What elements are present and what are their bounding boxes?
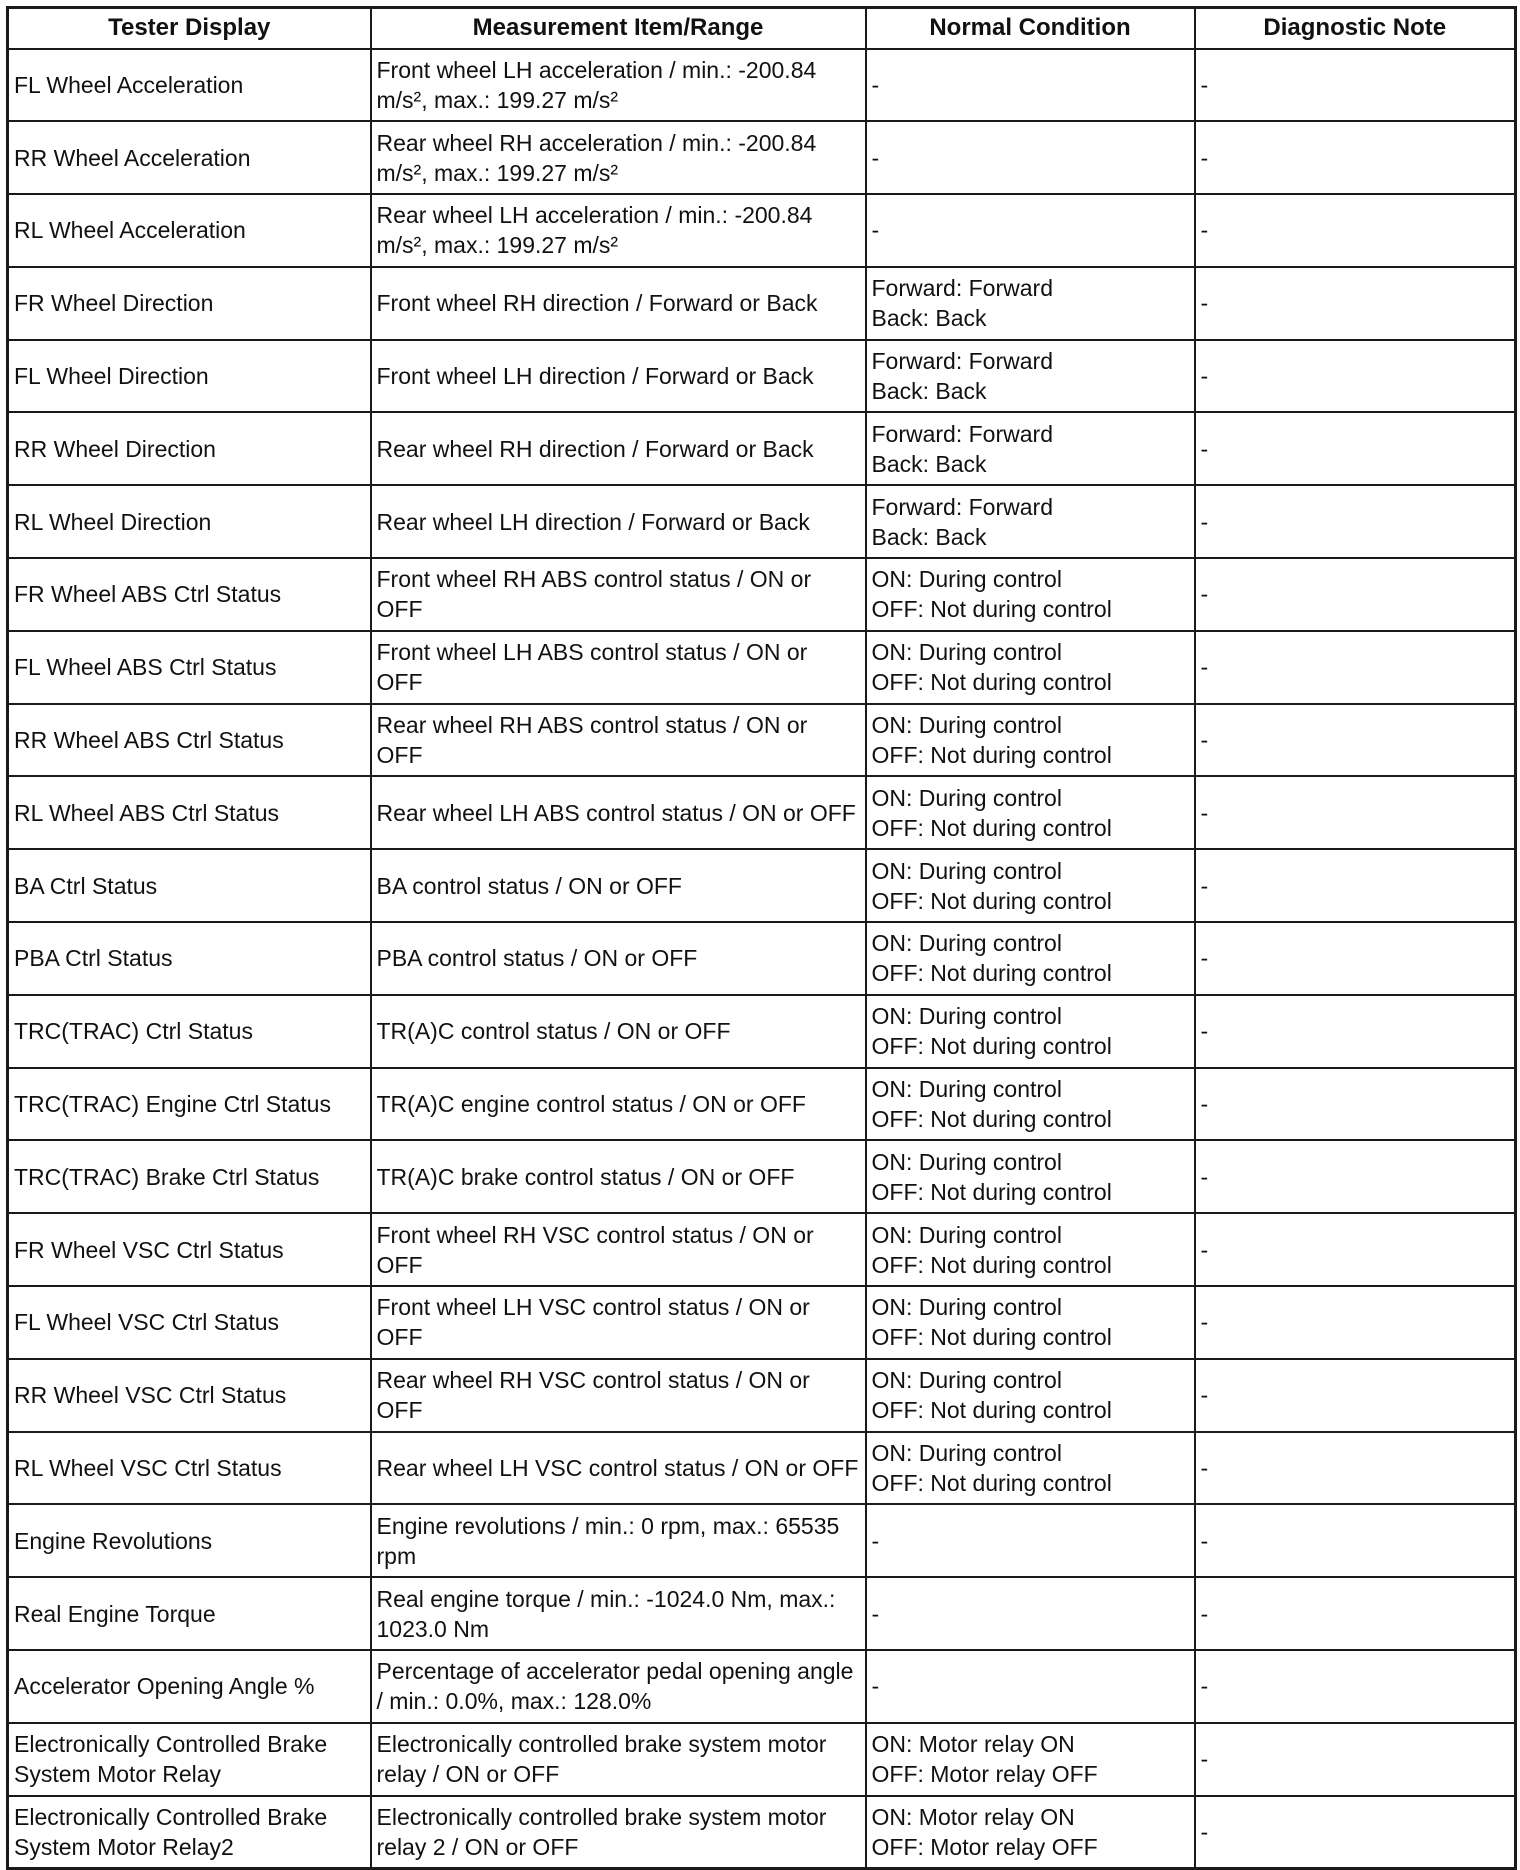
normal-condition-line: Back: Back <box>871 523 987 550</box>
cell-normal-condition <box>866 340 1195 413</box>
table-row <box>8 1504 1516 1577</box>
cell-tester-display: Electronically Controlled Brake System Motor Relay <box>8 1723 371 1796</box>
normal-condition-line: ON: During control <box>871 639 1062 666</box>
cell-tester-display: FL Wheel VSC Ctrl Status <box>8 1286 371 1359</box>
table-row <box>8 1213 1516 1286</box>
cell-normal-condition <box>866 631 1195 704</box>
normal-condition-line: ON: Motor relay ON <box>871 1731 1075 1758</box>
normal-condition-line: ON: During control <box>871 1294 1062 1321</box>
normal-condition-line: Back: Back <box>871 305 987 332</box>
normal-condition-line: OFF: Motor relay OFF <box>871 1833 1098 1860</box>
table-row <box>8 995 1516 1068</box>
normal-condition-line: ON: During control <box>871 1076 1062 1103</box>
cell-measurement-range: Rear wheel RH direction / Forward or Back <box>371 412 866 485</box>
normal-condition-line: ON: During control <box>871 857 1062 884</box>
normal-condition-line: OFF: Not during control <box>871 1251 1112 1278</box>
normal-condition-line: OFF: Not during control <box>871 742 1112 769</box>
cell-normal-condition <box>866 922 1195 995</box>
cell-diagnostic-note: - <box>1195 1068 1516 1141</box>
cell-normal-condition <box>866 1068 1195 1141</box>
cell-tester-display: TRC(TRAC) Brake Ctrl Status <box>8 1140 371 1213</box>
cell-normal-condition <box>866 194 1195 267</box>
cell-normal-condition <box>866 1213 1195 1286</box>
normal-condition-line: OFF: Not during control <box>871 1397 1112 1424</box>
cell-measurement-range: Front wheel RH ABS control status / ON or OFF <box>371 558 866 631</box>
cell-measurement-range: Electronically controlled brake system motor relay 2 / ON or OFF <box>371 1796 866 1869</box>
cell-diagnostic-note: - <box>1195 49 1516 122</box>
table-row <box>8 1796 1516 1869</box>
normal-condition-line: Forward: Forward <box>871 420 1053 447</box>
cell-tester-display: BA Ctrl Status <box>8 849 371 922</box>
cell-measurement-range: TR(A)C control status / ON or OFF <box>371 995 866 1068</box>
table-row <box>8 340 1516 413</box>
table-row <box>8 1359 1516 1432</box>
normal-condition-line: ON: During control <box>871 566 1062 593</box>
cell-diagnostic-note: - <box>1195 485 1516 558</box>
cell-normal-condition <box>866 1286 1195 1359</box>
cell-measurement-range: Percentage of accelerator pedal opening angle / min.: 0.0%, max.: 128.0% <box>371 1650 866 1723</box>
cell-tester-display: FR Wheel VSC Ctrl Status <box>8 1213 371 1286</box>
cell-diagnostic-note: - <box>1195 922 1516 995</box>
normal-condition-line: ON: During control <box>871 1148 1062 1175</box>
cell-measurement-range: Front wheel LH ABS control status / ON or OFF <box>371 631 866 704</box>
table-row <box>8 1577 1516 1650</box>
cell-normal-condition <box>866 1650 1195 1723</box>
normal-condition-line: ON: During control <box>871 1367 1062 1394</box>
cell-diagnostic-note: - <box>1195 1504 1516 1577</box>
cell-diagnostic-note: - <box>1195 1140 1516 1213</box>
cell-diagnostic-note: - <box>1195 340 1516 413</box>
normal-condition-line: Forward: Forward <box>871 348 1053 375</box>
cell-diagnostic-note: - <box>1195 849 1516 922</box>
cell-normal-condition <box>866 849 1195 922</box>
normal-condition-line: OFF: Not during control <box>871 596 1112 623</box>
cell-diagnostic-note: - <box>1195 1432 1516 1505</box>
cell-diagnostic-note: - <box>1195 121 1516 194</box>
cell-normal-condition <box>866 1359 1195 1432</box>
cell-tester-display: RR Wheel VSC Ctrl Status <box>8 1359 371 1432</box>
cell-normal-condition <box>866 995 1195 1068</box>
cell-tester-display: FL Wheel Direction <box>8 340 371 413</box>
cell-normal-condition <box>866 1723 1195 1796</box>
cell-measurement-range: BA control status / ON or OFF <box>371 849 866 922</box>
cell-tester-display: Engine Revolutions <box>8 1504 371 1577</box>
cell-normal-condition <box>866 49 1195 122</box>
cell-diagnostic-note: - <box>1195 1286 1516 1359</box>
header-measurement-item-range: Measurement Item/Range <box>371 8 866 49</box>
normal-condition-line: OFF: Not during control <box>871 1470 1112 1497</box>
cell-measurement-range: Rear wheel LH direction / Forward or Back <box>371 485 866 558</box>
cell-diagnostic-note: - <box>1195 776 1516 849</box>
normal-condition-line: - <box>871 71 880 98</box>
cell-tester-display: Electronically Controlled Brake System Motor Relay2 <box>8 1796 371 1869</box>
normal-condition-line: OFF: Not during control <box>871 1178 1112 1205</box>
cell-measurement-range: Front wheel RH direction / Forward or Back <box>371 267 866 340</box>
cell-tester-display: RR Wheel Acceleration <box>8 121 371 194</box>
table-row <box>8 1286 1516 1359</box>
cell-diagnostic-note: - <box>1195 995 1516 1068</box>
cell-tester-display: RL Wheel Direction <box>8 485 371 558</box>
table-body <box>8 49 1516 1869</box>
cell-measurement-range: Front wheel LH acceleration / min.: -200.84 m/s², max.: 199.27 m/s² <box>371 49 866 122</box>
cell-tester-display: RR Wheel Direction <box>8 412 371 485</box>
normal-condition-line: OFF: Not during control <box>871 669 1112 696</box>
normal-condition-line: ON: During control <box>871 1440 1062 1467</box>
normal-condition-line: ON: Motor relay ON <box>871 1803 1075 1830</box>
cell-normal-condition <box>866 776 1195 849</box>
cell-measurement-range: Rear wheel LH acceleration / min.: -200.84 m/s², max.: 199.27 m/s² <box>371 194 866 267</box>
cell-measurement-range: TR(A)C brake control status / ON or OFF <box>371 1140 866 1213</box>
normal-condition-line: OFF: Not during control <box>871 960 1112 987</box>
table-row <box>8 922 1516 995</box>
cell-normal-condition <box>866 121 1195 194</box>
cell-diagnostic-note: - <box>1195 1650 1516 1723</box>
cell-diagnostic-note: - <box>1195 194 1516 267</box>
table-row <box>8 776 1516 849</box>
table-row <box>8 194 1516 267</box>
normal-condition-line: Back: Back <box>871 450 987 477</box>
cell-normal-condition <box>866 1577 1195 1650</box>
cell-measurement-range: Rear wheel LH ABS control status / ON or OFF <box>371 776 866 849</box>
cell-normal-condition <box>866 412 1195 485</box>
cell-tester-display: RR Wheel ABS Ctrl Status <box>8 704 371 777</box>
cell-tester-display: RL Wheel Acceleration <box>8 194 371 267</box>
cell-normal-condition <box>866 1796 1195 1869</box>
document-page <box>6 6 1514 1870</box>
cell-measurement-range: Real engine torque / min.: -1024.0 Nm, max.: 1023.0 Nm <box>371 1577 866 1650</box>
cell-measurement-range: Rear wheel LH VSC control status / ON or OFF <box>371 1432 866 1505</box>
table-row <box>8 558 1516 631</box>
normal-condition-line: ON: During control <box>871 930 1062 957</box>
table-row <box>8 49 1516 122</box>
normal-condition-line: OFF: Not during control <box>871 1324 1112 1351</box>
table-header <box>8 8 1516 49</box>
cell-measurement-range: Front wheel RH VSC control status / ON or OFF <box>371 1213 866 1286</box>
cell-measurement-range: Rear wheel RH VSC control status / ON or OFF <box>371 1359 866 1432</box>
normal-condition-line: - <box>871 144 880 171</box>
cell-normal-condition <box>866 558 1195 631</box>
cell-tester-display: FL Wheel ABS Ctrl Status <box>8 631 371 704</box>
normal-condition-line: - <box>871 1673 880 1700</box>
normal-condition-line: OFF: Not during control <box>871 887 1112 914</box>
table-row <box>8 121 1516 194</box>
cell-measurement-range: Electronically controlled brake system motor relay / ON or OFF <box>371 1723 866 1796</box>
cell-diagnostic-note: - <box>1195 1796 1516 1869</box>
table-row <box>8 412 1516 485</box>
cell-diagnostic-note: - <box>1195 704 1516 777</box>
cell-diagnostic-note: - <box>1195 1723 1516 1796</box>
cell-tester-display: Accelerator Opening Angle % <box>8 1650 371 1723</box>
normal-condition-line: Forward: Forward <box>871 493 1053 520</box>
header-row <box>8 8 1516 49</box>
table-row <box>8 1068 1516 1141</box>
table-row <box>8 1432 1516 1505</box>
cell-tester-display: PBA Ctrl Status <box>8 922 371 995</box>
table-row <box>8 485 1516 558</box>
header-tester-display: Tester Display <box>8 8 371 49</box>
normal-condition-line: Forward: Forward <box>871 275 1053 302</box>
cell-measurement-range: Rear wheel RH acceleration / min.: -200.84 m/s², max.: 199.27 m/s² <box>371 121 866 194</box>
data-list-table <box>6 6 1517 1870</box>
table-row <box>8 1650 1516 1723</box>
table-row <box>8 849 1516 922</box>
cell-diagnostic-note: - <box>1195 1359 1516 1432</box>
normal-condition-line: - <box>871 217 880 244</box>
header-normal-condition: Normal Condition <box>866 8 1195 49</box>
table-row <box>8 1723 1516 1796</box>
cell-diagnostic-note: - <box>1195 631 1516 704</box>
cell-normal-condition <box>866 267 1195 340</box>
table-row <box>8 267 1516 340</box>
cell-diagnostic-note: - <box>1195 558 1516 631</box>
cell-measurement-range: Rear wheel RH ABS control status / ON or OFF <box>371 704 866 777</box>
cell-measurement-range: TR(A)C engine control status / ON or OFF <box>371 1068 866 1141</box>
normal-condition-line: ON: During control <box>871 1003 1062 1030</box>
normal-condition-line: - <box>871 1600 880 1627</box>
normal-condition-line: OFF: Not during control <box>871 814 1112 841</box>
cell-normal-condition <box>866 1140 1195 1213</box>
cell-measurement-range: Front wheel LH VSC control status / ON or OFF <box>371 1286 866 1359</box>
cell-tester-display: TRC(TRAC) Ctrl Status <box>8 995 371 1068</box>
cell-tester-display: FR Wheel Direction <box>8 267 371 340</box>
cell-tester-display: RL Wheel VSC Ctrl Status <box>8 1432 371 1505</box>
normal-condition-line: OFF: Motor relay OFF <box>871 1761 1098 1788</box>
normal-condition-line: OFF: Not during control <box>871 1033 1112 1060</box>
cell-measurement-range: Front wheel LH direction / Forward or Back <box>371 340 866 413</box>
cell-tester-display: Real Engine Torque <box>8 1577 371 1650</box>
normal-condition-line: Back: Back <box>871 378 987 405</box>
cell-tester-display: FL Wheel Acceleration <box>8 49 371 122</box>
table-row <box>8 704 1516 777</box>
cell-normal-condition <box>866 1432 1195 1505</box>
cell-tester-display: FR Wheel ABS Ctrl Status <box>8 558 371 631</box>
cell-diagnostic-note: - <box>1195 1577 1516 1650</box>
cell-tester-display: RL Wheel ABS Ctrl Status <box>8 776 371 849</box>
normal-condition-line: ON: During control <box>871 1221 1062 1248</box>
normal-condition-line: ON: During control <box>871 712 1062 739</box>
cell-measurement-range: Engine revolutions / min.: 0 rpm, max.: 65535 rpm <box>371 1504 866 1577</box>
cell-diagnostic-note: - <box>1195 1213 1516 1286</box>
normal-condition-line: - <box>871 1527 880 1554</box>
cell-diagnostic-note: - <box>1195 267 1516 340</box>
cell-normal-condition <box>866 1504 1195 1577</box>
normal-condition-line: ON: During control <box>871 784 1062 811</box>
cell-tester-display: TRC(TRAC) Engine Ctrl Status <box>8 1068 371 1141</box>
cell-normal-condition <box>866 485 1195 558</box>
table-row <box>8 1140 1516 1213</box>
table-row <box>8 631 1516 704</box>
cell-measurement-range: PBA control status / ON or OFF <box>371 922 866 995</box>
cell-diagnostic-note: - <box>1195 412 1516 485</box>
header-diagnostic-note: Diagnostic Note <box>1195 8 1516 49</box>
cell-normal-condition <box>866 704 1195 777</box>
normal-condition-line: OFF: Not during control <box>871 1106 1112 1133</box>
